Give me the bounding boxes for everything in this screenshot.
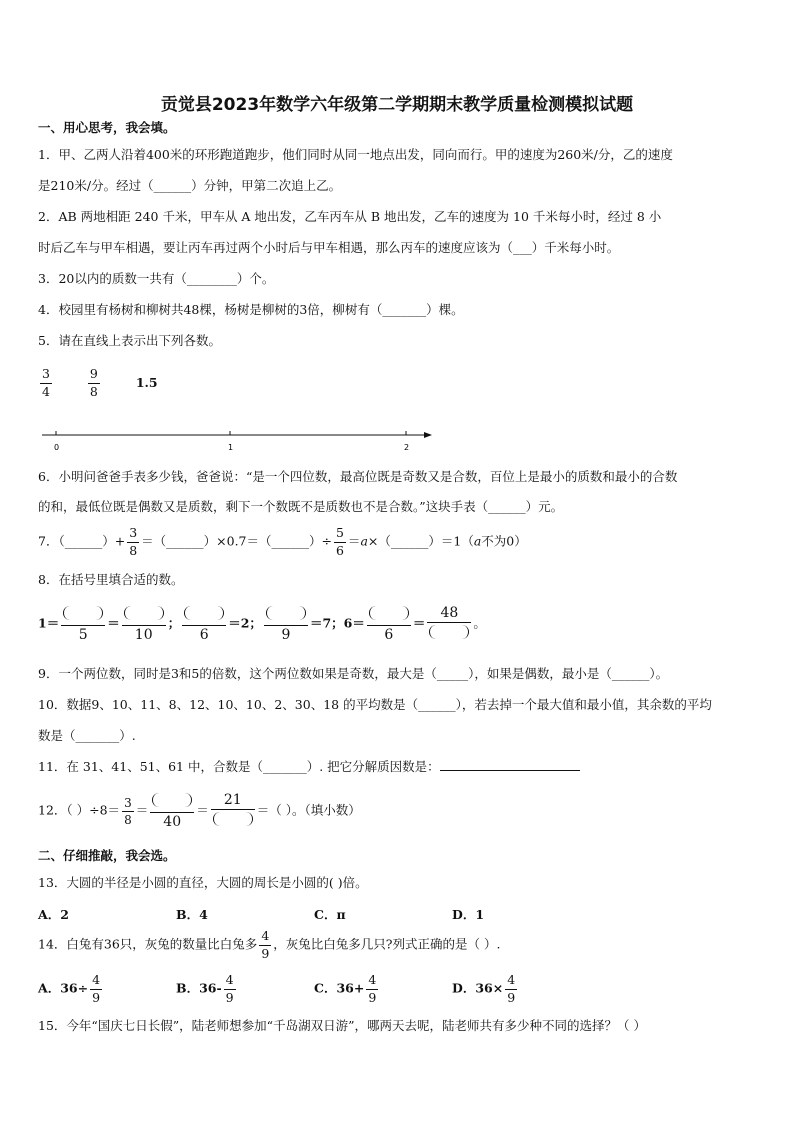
fraction-three-eighths: $\frac{3}{8}$ bbox=[129, 525, 138, 558]
question-2-line-2: 时后乙车与甲车相遇，要让丙车再过两个小时后与甲车相遇，那么丙车的速度应该为（___）千米每小时。 bbox=[38, 240, 620, 255]
question-14: 14．白兔有36只，灰兔的数量比白兔多 $\frac{4}{9}$ ，灰兔比白兔多几只?列式正确的是（ ）. bbox=[38, 928, 501, 961]
question-1-line-1: 1．甲、乙两人沿着400米的环形跑道跑步，他们同时从同一地点出发，同向而行。甲的速度为260米/分，乙的速度 bbox=[38, 147, 673, 162]
tick-label-1: 1 bbox=[228, 443, 234, 452]
question-10-line-2: 数是（_______）. bbox=[38, 728, 136, 743]
question-11: 11．在 31、41、51、61 中，合数是（_______）. 把它分解质因数是： bbox=[38, 758, 580, 776]
q14-option-d[interactable]: D．36× $\frac{4}{9}$ bbox=[452, 972, 516, 1005]
question-3: 3．20以内的质数一共有（________）个。 bbox=[38, 271, 275, 286]
q13-option-b[interactable]: B．4 bbox=[176, 907, 208, 922]
q13-option-d[interactable]: D．1 bbox=[452, 907, 485, 922]
blank-over-9[interactable]: 9 bbox=[264, 606, 308, 642]
q14-option-a[interactable]: A．36÷ $\frac{4}{9}$ bbox=[38, 972, 101, 1005]
fraction-five-sixths: $\frac{5}{6}$ bbox=[335, 525, 344, 558]
q13-option-a[interactable]: A．2 bbox=[38, 907, 69, 922]
section-heading-2: 二、仔细推敲，我会选。 bbox=[38, 848, 176, 863]
section-heading-1: 一、用心思考，我会填。 bbox=[38, 120, 176, 135]
question-2-line-1: 2．AB 两地相距 240 千米，甲车从 A 地出发，乙车丙车从 B 地出发，乙车的速度为 10 千米每小时，经过 8 小 bbox=[38, 209, 662, 224]
blank-over-40[interactable]: 40 bbox=[150, 793, 194, 829]
tick-label-2: 2 bbox=[404, 443, 410, 452]
question-8: 8．在括号里填合适的数。 bbox=[38, 572, 184, 587]
48-over-blank[interactable]: 48 bbox=[427, 606, 471, 642]
question-13: 13．大圆的半径是小圆的直径，大圆的周长是小圆的( )倍。 bbox=[38, 875, 368, 890]
question-9: 9．一个两位数，同时是3和5的倍数，这个两位数如果是奇数，最大是（_____），如果是偶数，最小是（______）。 bbox=[38, 666, 669, 681]
blank-over-5[interactable]: 5 bbox=[61, 606, 105, 642]
question-12: 12．（ ）÷8＝ $\frac{3}{8}$ ＝ 40 ＝ 21 ＝（ ）。（填小数） bbox=[38, 792, 361, 830]
question-6-line-1: 6．小明问爸爸手表多少钱，爸爸说：“是一个四位数，最高位既是奇数又是合数，百位上是最小的质数和最小的合数 bbox=[38, 469, 678, 484]
21-over-blank[interactable]: 21 bbox=[211, 793, 255, 829]
question-7: 7．（______）+ $\frac{3}{8}$ ＝（______）×0.7＝（______）÷ $\frac{5}{6}$ ＝a×（______）＝1（a不为0） bbox=[38, 525, 527, 558]
q14-option-c[interactable]: C．36+ $\frac{4}{9}$ bbox=[314, 972, 377, 1005]
answer-blank[interactable] bbox=[440, 770, 580, 771]
question-5-numbers bbox=[38, 368, 158, 398]
fraction-three-eighths-q12: $\frac{3}{8}$ bbox=[124, 795, 132, 827]
question-4: 4．校园里有杨树和柳树共48棵，杨树是柳树的3倍，柳树有（_______）棵。 bbox=[38, 302, 464, 317]
fraction-nine-eighths: $\frac{9}{8}$ bbox=[89, 366, 98, 399]
question-8-equations: 1＝ 5 ＝ 10 ； 6 ＝2； 9 ＝7；6＝ 6 ＝ 48 。 bbox=[38, 605, 486, 643]
fraction-three-quarters: $\frac{3}{4}$ bbox=[42, 366, 50, 399]
tick-label-0: 0 bbox=[54, 443, 60, 452]
blank-over-6-b[interactable]: 6 bbox=[367, 606, 411, 642]
blank-over-10[interactable]: 10 bbox=[122, 606, 166, 642]
question-6-line-2: 的和，最低位既是偶数又是质数，剩下一个数既不是质数也不是合数。”这块手表（______）元。 bbox=[38, 499, 564, 514]
question-1-line-2: 是210米/分。经过（______）分钟，甲第二次追上乙。 bbox=[38, 178, 342, 193]
q13-option-c[interactable]: C．π bbox=[314, 907, 346, 922]
number-line bbox=[40, 425, 440, 455]
page-title: 贡觉县2023年数学六年级第二学期期末教学质量检测模拟试题 bbox=[160, 95, 634, 115]
blank-over-6[interactable]: 6 bbox=[182, 606, 226, 642]
question-15: 15．今年“国庆七日长假”，陆老师想参加“千岛湖双日游”，哪两天去呢，陆老师共有多少种不同的选择？（ ） bbox=[38, 1018, 646, 1033]
question-5: 5．请在直线上表示出下列各数。 bbox=[38, 333, 221, 348]
q14-option-b[interactable]: B．36- $\frac{4}{9}$ bbox=[176, 972, 234, 1005]
question-10-line-1: 10．数据9、10、11、8、12、10、10、2、30、18 的平均数是（______），若去掉一个最大值和最小值，其余数的平均 bbox=[38, 697, 712, 712]
fraction-four-ninths: $\frac{4}{9}$ bbox=[261, 928, 270, 961]
decimal-value: 1.5 bbox=[135, 375, 158, 390]
